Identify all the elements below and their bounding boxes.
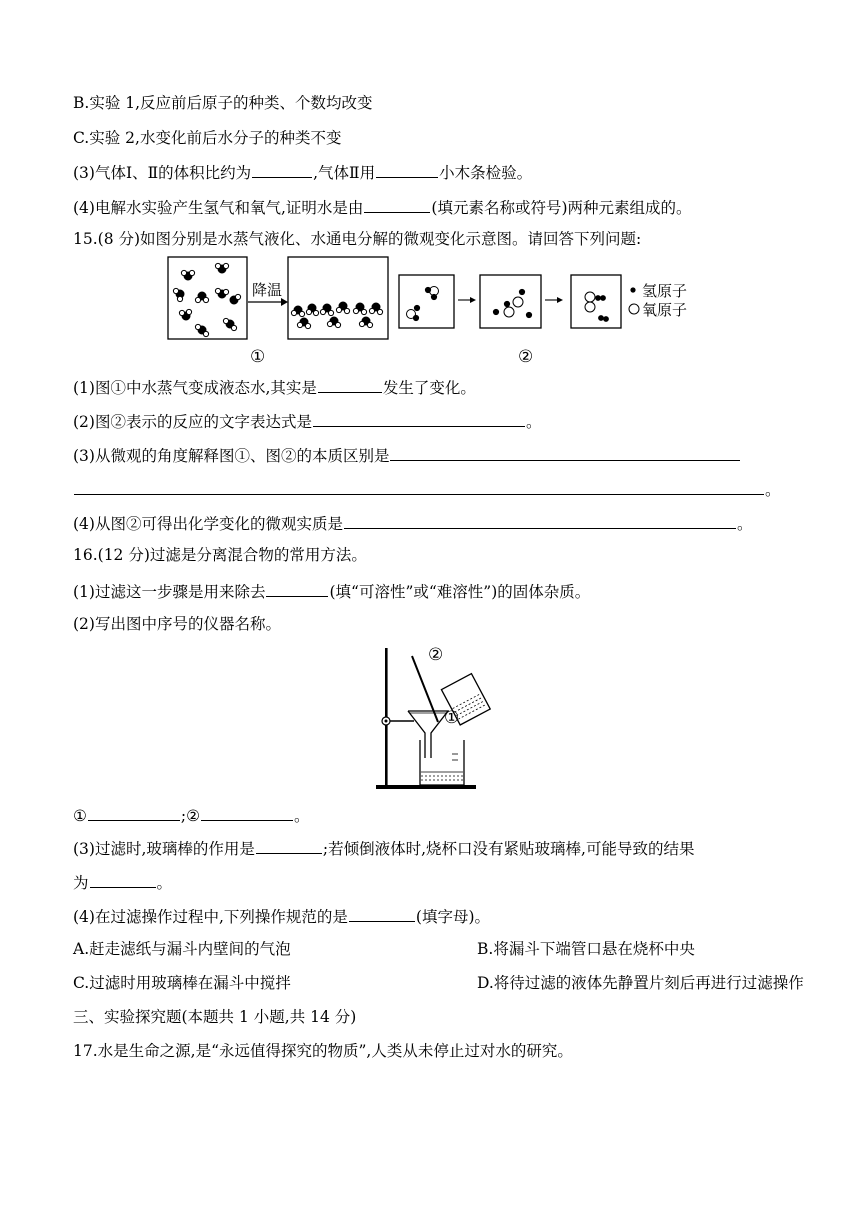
answer-blank[interactable]	[313, 410, 525, 427]
answer-blank[interactable]	[74, 478, 764, 495]
question-17-stem: 17.水是生命之源,是“永远值得探究的物质”,人类从未停止过对水的研究。	[73, 1042, 573, 1060]
answer-blank[interactable]	[364, 196, 430, 213]
option-a[interactable]: A.赶走滤纸与漏斗内壁间的气泡	[73, 940, 291, 958]
apparatus-label-2: ②	[428, 645, 444, 665]
answer-blank[interactable]	[252, 161, 312, 178]
question-16-3-cont	[73, 871, 172, 893]
answer-blank[interactable]	[266, 580, 328, 597]
answer-blank[interactable]	[88, 804, 180, 821]
question-16-3	[73, 837, 694, 859]
question-15-3-cont	[73, 478, 781, 500]
text: 。	[765, 481, 781, 499]
answer-blank[interactable]	[201, 804, 293, 821]
text: ,气体Ⅱ用	[313, 164, 376, 182]
option-b-line: B.实验 1,反应前后原子的种类、个数均改变	[73, 94, 373, 112]
text: (1)过滤这一步骤是用来除去	[73, 583, 266, 601]
answer-blank[interactable]	[390, 444, 740, 461]
text: ①	[73, 807, 87, 825]
text: (填元素名称或符号)两种元素组成的。	[431, 199, 692, 217]
question-15-1	[73, 376, 476, 398]
text: (4)电解水实验产生氢气和氧气,证明水是由	[73, 199, 364, 217]
answer-blank[interactable]	[376, 161, 438, 178]
legend-hydrogen: 氢原子	[642, 282, 688, 300]
oxygen-atom-icon	[629, 304, 639, 314]
section-3-heading: 三、实验探究题(本题共 1 小题,共 14 分)	[73, 1008, 357, 1026]
text: 。	[156, 874, 173, 892]
question-15-4	[73, 512, 752, 534]
question-16-2: (2)写出图中序号的仪器名称。	[73, 615, 281, 633]
answer-blank[interactable]	[349, 905, 415, 922]
text: (填“可溶性”或“难溶性”)的固体杂质。	[329, 583, 591, 601]
options-row-ab	[73, 939, 793, 959]
text: 。	[736, 515, 753, 533]
text: (3)气体Ⅰ、Ⅱ的体积比约为	[73, 164, 252, 182]
option-b[interactable]: B.将漏斗下端管口悬在烧杯中央	[477, 940, 695, 958]
hydrogen-atom-icon	[630, 287, 635, 292]
text: (3)过滤时,玻璃棒的作用是	[73, 840, 255, 858]
question-14-3	[73, 161, 532, 183]
text: (3)从微观的角度解释图①、图②的本质区别是	[73, 447, 390, 465]
question-14-4	[73, 196, 692, 218]
text: 为	[73, 874, 89, 892]
question-16-4	[73, 905, 490, 927]
arrow-label: 降温	[252, 281, 283, 299]
figure-label-1: ①	[250, 347, 266, 367]
text: 小木条检验。	[439, 164, 533, 182]
question-15-stem: 15.(8 分)如图分别是水蒸气液化、水通电分解的微观变化示意图。请回答下列问题:	[73, 230, 642, 248]
text: (4)在过滤操作过程中,下列操作规范的是	[73, 908, 348, 926]
option-d[interactable]: D.将待过滤的液体先静置片刻后再进行过滤操作	[477, 974, 804, 992]
figure-15-molecules	[160, 252, 700, 368]
figure-label-2: ②	[518, 347, 534, 367]
text: 。	[294, 807, 310, 825]
question-15-3	[73, 444, 741, 466]
answer-blank[interactable]	[90, 871, 156, 888]
question-16-2-answers	[73, 804, 310, 826]
apparatus-label-1: ①	[444, 708, 460, 728]
text: 发生了变化。	[382, 379, 476, 397]
question-15-2	[73, 410, 541, 432]
question-16-1	[73, 580, 590, 602]
text: ;②	[180, 807, 201, 825]
text: (2)图②表示的反应的文字表达式是	[73, 413, 312, 431]
text: (4)从图②可得出化学变化的微观实质是	[73, 515, 343, 533]
question-16-stem: 16.(12 分)过滤是分离混合物的常用方法。	[73, 546, 367, 564]
legend-oxygen: 氧原子	[642, 301, 688, 319]
text: (1)图①中水蒸气变成液态水,其实是	[73, 379, 317, 397]
figure-16-filtration-apparatus	[372, 640, 512, 792]
text: 。	[525, 413, 542, 431]
text: (填字母)。	[415, 908, 490, 926]
answer-blank[interactable]	[318, 376, 382, 393]
answer-blank[interactable]	[256, 837, 322, 854]
option-c-line: C.实验 2,水变化前后水分子的种类不变	[73, 129, 342, 147]
answer-blank[interactable]	[344, 512, 736, 529]
options-row-cd	[73, 973, 804, 993]
text: ;若倾倒液体时,烧杯口没有紧贴玻璃棒,可能导致的结果	[322, 840, 695, 858]
option-c[interactable]: C.过滤时用玻璃棒在漏斗中搅拌	[73, 974, 291, 992]
